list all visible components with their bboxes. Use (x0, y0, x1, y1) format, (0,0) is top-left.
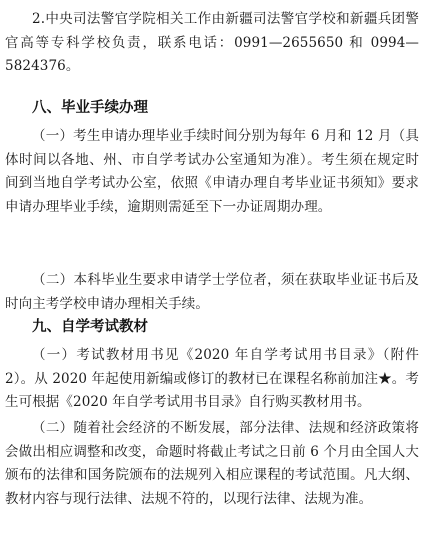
section-heading-textbooks: 九、自学考试教材 (32, 319, 148, 335)
textbook-list-paragraph: （一）考试教材用书见《2020 年自学考试用书目录》（附件 2）。从 2020 年起使用新编或修订的教材已在课程名称前加注★。考生可根据《2020 年自学考试用书目录》自行购买教材用书。 (5, 347, 419, 410)
law-update-paragraph: （二）随着社会经济的不断发展，部分法律、法规和经济政策将会做出相应调整和改变，命题时将截止考试之日前 6 个月由全国人大颁布的法律和国务院颁布的法规列入相应课程的考试范围。凡大纲、教材内容与现行法律、法规不符的，以现行法律、法规为准。 (5, 420, 419, 507)
bachelor-degree-paragraph: （二）本科毕业生要求申请学士学位者，须在获取毕业证书后及时向主考学校申请办理相关手续。 (5, 272, 419, 312)
contact-paragraph: 2.中央司法警官学院相关工作由新疆司法警官学校和新疆兵团警官高等专科学校负责，联系电话：0991—2655650 和 0994—5824376。 (5, 11, 419, 74)
graduation-procedure-paragraph: （一）考生申请办理毕业手续时间分别为每年 6 月和 12 月（具体时间以各地、州、市自学考试办公室通知为准）。考生须在规定时间到当地自学考试办公室，依照《申请办理自考毕业证书须知》要求申请办理毕业手续，逾期则需延至下一办证周期办理。 (5, 128, 419, 215)
section-heading-graduation: 八、毕业手续办理 (32, 100, 148, 116)
